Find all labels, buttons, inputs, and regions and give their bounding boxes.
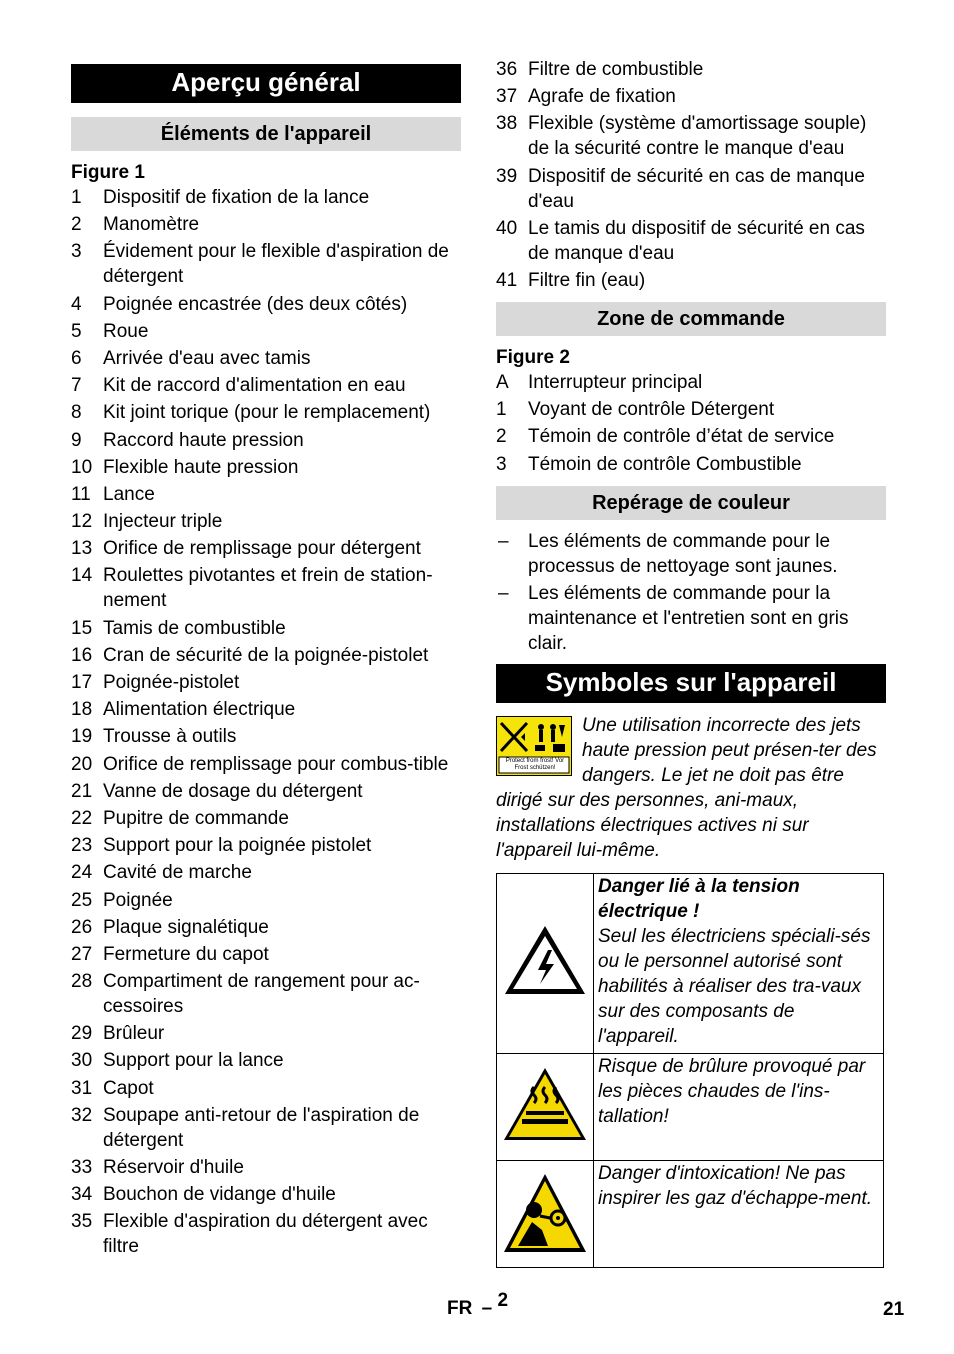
- list-item: [496, 57, 886, 82]
- item-number: 30: [71, 1050, 93, 1072]
- item-number: 34: [71, 1184, 93, 1206]
- item-text: Les éléments de commande pour le processus de nettoyage sont jaunes.: [528, 530, 838, 577]
- item-text: Agrafe de fixation: [528, 86, 676, 108]
- footer-sub: 2: [497, 1290, 509, 1311]
- list-item: [71, 212, 461, 237]
- item-number: 38: [496, 113, 518, 135]
- item-text: Support pour la poignée pistolet: [103, 835, 372, 857]
- list-item: [496, 216, 886, 266]
- item-number: 19: [71, 726, 93, 748]
- list-item: [71, 455, 461, 480]
- list-item: [71, 888, 461, 913]
- item-number: 20: [71, 753, 93, 775]
- footer-sep: –: [481, 1298, 493, 1319]
- page-number: 21: [883, 1299, 905, 1320]
- list-item: [71, 428, 461, 453]
- item-number: 33: [71, 1157, 93, 1178]
- item-number: 23: [71, 835, 93, 857]
- list-item: [496, 84, 886, 109]
- item-number: 3: [71, 241, 82, 263]
- list-item: [496, 424, 886, 449]
- item-number: 1: [71, 187, 82, 208]
- item-text: Poignée-pistolet: [103, 672, 240, 693]
- item-text: Le tamis du dispositif de sécurité en cas de manque d'eau: [528, 217, 865, 264]
- warning-row: [497, 1053, 884, 1160]
- list-item: [71, 400, 461, 425]
- item-text: Témoin de contrôle Combustible: [528, 453, 802, 475]
- item-text: Interrupteur principal: [528, 371, 703, 393]
- right-column: [496, 57, 886, 1268]
- list-item: [71, 969, 461, 1019]
- list-item: [71, 239, 461, 289]
- item-number: 10: [71, 456, 93, 478]
- item-text: Les éléments de commande pour la maintenance et l'entretien sont en gris clair.: [528, 582, 849, 654]
- left-column: [71, 58, 461, 1262]
- list-item: [71, 697, 461, 722]
- warning-icon-cell: [497, 873, 594, 1053]
- list-item: [71, 563, 461, 613]
- warning-text: Seul les électriciens spéciali-sés ou le personnel autorisé sont habilités à réaliser des tra-vaux sur des composants de l'appareil.: [598, 925, 871, 1047]
- item-number: 35: [71, 1211, 93, 1233]
- item-text: Plaque signalétique: [103, 916, 269, 938]
- list-item: [71, 346, 461, 371]
- item-number: 11: [71, 483, 91, 505]
- list-item: [71, 1103, 461, 1153]
- no-spray-sticker-icon: [496, 716, 572, 776]
- item-text: Fermeture du capot: [103, 943, 269, 965]
- item-number: 29: [71, 1023, 93, 1045]
- list-item: [496, 581, 886, 656]
- item-number: 36: [496, 59, 518, 80]
- item-number: 12: [71, 511, 93, 533]
- warning-text-cell: [594, 1160, 884, 1267]
- item-text: Filtre de combustible: [528, 59, 704, 80]
- warning-text: Danger d'intoxication! Ne pas inspirer les gaz d'échappe-ment.: [598, 1162, 872, 1209]
- list-item: [71, 860, 461, 885]
- list-item: [71, 616, 461, 641]
- dash-bullet: –: [498, 582, 509, 604]
- item-number: 18: [71, 699, 93, 721]
- item-text: Tamis de combustible: [103, 617, 286, 639]
- item-number: 27: [71, 943, 93, 965]
- item-number: 7: [71, 375, 82, 397]
- item-number: 25: [71, 889, 93, 911]
- item-number: 9: [71, 429, 82, 451]
- item-number: 41: [496, 269, 518, 291]
- item-text: Roulettes pivotantes et frein de station-nement: [103, 565, 433, 612]
- item-text: Voyant de contrôle Détergent: [528, 399, 775, 421]
- symbols-intro-text: Une utilisation incorrecte des jets haute pression peut présen-ter des dangers. Le jet ne doit pas être dirigé sur des personnes, ani-maux, installations électriques actives ni sur l'appareil lui-même.: [496, 714, 877, 861]
- section-title-zone: Zone de commande: [496, 302, 886, 336]
- list-item: [71, 1209, 461, 1259]
- warning-text-cell: [594, 873, 884, 1053]
- dash-bullet: –: [498, 530, 509, 552]
- list-item: [496, 529, 886, 579]
- warning-icon-cell: [497, 1160, 594, 1267]
- page-title: Aperçu général: [71, 64, 461, 103]
- warning-text-cell: [594, 1053, 884, 1160]
- list-item: [71, 373, 461, 398]
- item-number: 21: [71, 780, 93, 802]
- item-text: Kit de raccord d'alimentation en eau: [103, 375, 406, 397]
- item-number: 16: [71, 644, 93, 666]
- warning-icon-cell: [497, 1053, 594, 1160]
- electric-hazard-icon: [502, 922, 588, 998]
- list-item: [71, 724, 461, 749]
- color-list: [496, 529, 886, 656]
- item-text: Vanne de dosage du détergent: [103, 780, 363, 802]
- hot-surface-icon: [502, 1065, 588, 1143]
- item-number: A: [496, 371, 509, 393]
- item-text: Flexible haute pression: [103, 456, 299, 478]
- item-text: Poignée: [103, 889, 173, 911]
- list-item: [496, 397, 886, 422]
- item-text: Alimentation électrique: [103, 699, 296, 721]
- item-number: 14: [71, 565, 93, 587]
- list-item: [71, 670, 461, 695]
- item-text: Roue: [103, 320, 149, 342]
- item-text: Orifice de remplissage pour combus-tible: [103, 753, 449, 775]
- figure-label-2: Figure 2: [496, 346, 570, 368]
- list-item: [71, 185, 461, 210]
- list-item: [71, 319, 461, 344]
- figure-label: Figure 1: [71, 162, 145, 183]
- item-number: 37: [496, 86, 518, 108]
- list-item: [71, 779, 461, 804]
- list-item: [71, 1076, 461, 1101]
- item-text: Kit joint torique (pour le remplacement): [103, 402, 431, 424]
- list-item: [71, 915, 461, 940]
- item-text: Flexible d'aspiration du détergent avec filtre: [103, 1211, 428, 1258]
- warning-text: Risque de brûlure provoqué par les pièces chaudes de l'ins-tallation!: [598, 1055, 866, 1127]
- item-number: 3: [496, 453, 507, 475]
- item-text: Brûleur: [103, 1023, 165, 1045]
- item-number: 2: [71, 214, 82, 236]
- item-number: 24: [71, 862, 93, 884]
- item-number: 17: [71, 672, 93, 693]
- item-number: 2: [496, 426, 507, 448]
- item-text: Pupitre de commande: [103, 807, 289, 829]
- warning-title: Danger lié à la tension électrique !: [598, 875, 800, 922]
- item-number: 1: [496, 399, 507, 421]
- item-text: Trousse à outils: [103, 726, 237, 748]
- list-item: [71, 752, 461, 777]
- section-title-color: Repérage de couleur: [496, 486, 886, 520]
- list-item: [71, 833, 461, 858]
- item-text: Réservoir d'huile: [103, 1157, 244, 1178]
- list-item: [496, 452, 886, 477]
- item-number: 40: [496, 217, 518, 239]
- list-item: [71, 482, 461, 507]
- warning-table: [496, 873, 884, 1268]
- item-number: 6: [71, 347, 82, 369]
- symbols-title: Symboles sur l'appareil: [496, 664, 886, 703]
- item-text: Capot: [103, 1077, 154, 1099]
- item-text: Injecteur triple: [103, 511, 223, 533]
- item-text: Lance: [103, 483, 155, 505]
- warning-row: [497, 873, 884, 1053]
- list-item: [496, 164, 886, 214]
- item-number: 32: [71, 1104, 93, 1126]
- item-text: Dispositif de fixation de la lance: [103, 187, 370, 208]
- symbols-intro: [496, 713, 886, 863]
- item-text: Arrivée d'eau avec tamis: [103, 347, 311, 369]
- item-text: Compartiment de rangement pour ac-cessoires: [103, 971, 420, 1018]
- list-item: [496, 268, 886, 293]
- item-number: 5: [71, 320, 82, 342]
- list-item: [71, 1182, 461, 1207]
- item-number: 26: [71, 916, 93, 938]
- item-number: 31: [71, 1077, 93, 1099]
- list-item: [71, 1048, 461, 1073]
- list-item: [71, 292, 461, 317]
- item-text: Flexible (système d'amortissage souple) de la sécurité contre le manque d'eau: [528, 113, 867, 160]
- item-number: 13: [71, 538, 93, 560]
- item-number: 39: [496, 165, 518, 187]
- item-text: Poignée encastrée (des deux côtés): [103, 293, 408, 315]
- item-text: Filtre fin (eau): [528, 269, 646, 291]
- item-text: Soupape anti-retour de l'aspiration de détergent: [103, 1104, 420, 1151]
- item-text: Cran de sécurité de la poignée-pistolet: [103, 644, 429, 666]
- list-item: [496, 370, 886, 395]
- warning-row: [497, 1160, 884, 1267]
- item-text: Témoin de contrôle d’état de service: [528, 426, 835, 448]
- item-text: Bouchon de vidange d'huile: [103, 1184, 336, 1206]
- sticker-text: Protect from frost! Vor Frost schützen!: [505, 757, 565, 771]
- list-item: [71, 536, 461, 561]
- item-number: 15: [71, 617, 93, 639]
- item-text: Évidement pour le flexible d'aspiration de détergent: [103, 241, 449, 288]
- list-item: [71, 509, 461, 534]
- item-number: 4: [71, 293, 82, 315]
- list-item: [71, 643, 461, 668]
- list-item: [496, 111, 886, 161]
- item-text: Manomètre: [103, 214, 200, 236]
- zone-list: [496, 370, 886, 477]
- elements-list: [71, 185, 461, 1259]
- list-item: [71, 942, 461, 967]
- list-item: [71, 806, 461, 831]
- item-number: 22: [71, 807, 93, 829]
- list-item: [71, 1155, 461, 1180]
- item-text: Dispositif de sécurité en cas de manque d'eau: [528, 165, 865, 212]
- item-text: Orifice de remplissage pour détergent: [103, 538, 421, 560]
- footer-lang: FR: [447, 1298, 473, 1319]
- footer-language: [447, 1290, 509, 1320]
- item-number: 8: [71, 402, 82, 424]
- item-number: 28: [71, 971, 93, 993]
- section-title-elements: Éléments de l'appareil: [71, 117, 461, 151]
- item-text: Support pour la lance: [103, 1050, 284, 1072]
- elements-list-continued: [496, 57, 886, 293]
- item-text: Cavité de marche: [103, 862, 252, 884]
- item-text: Raccord haute pression: [103, 429, 304, 451]
- toxic-gas-icon: [502, 1166, 588, 1256]
- list-item: [71, 1021, 461, 1046]
